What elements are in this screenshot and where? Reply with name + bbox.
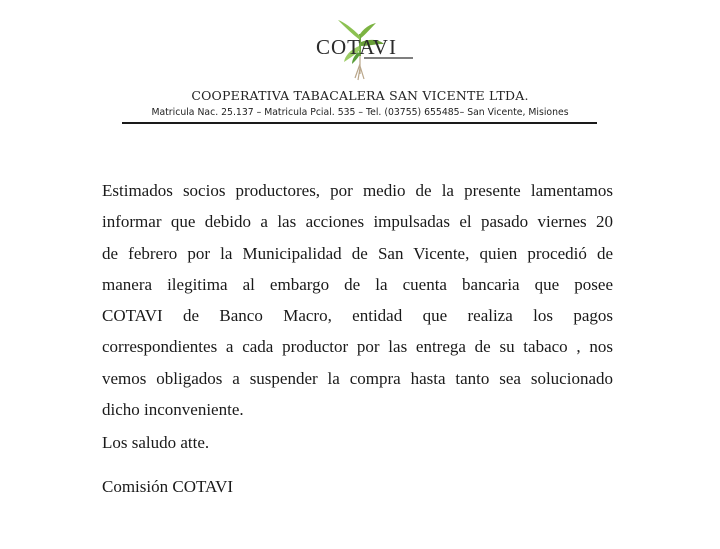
header-divider — [122, 122, 597, 124]
organization-info: Matricula Nac. 25.137 – Matricula Pcial. 535 – Tel. (03755) 655485– San Vicente, Misiones — [151, 107, 569, 118]
body-line: manera ilegitima al embargo de la cuenta bancaria que posee — [102, 274, 613, 294]
body-line: de febrero por la Municipalidad de San Vicente, quien procedió de — [102, 243, 613, 263]
body-line: vemos obligados a suspender la compra hasta tanto sea solucionado — [102, 368, 613, 388]
organization-name: COOPERATIVA TABACALERA SAN VICENTE LTDA. — [191, 88, 529, 103]
logo-text: COTAVI — [316, 35, 397, 59]
body-line: Estimados socios productores, por medio de la presente lamentamos — [102, 181, 613, 200]
body-line: correspondientes a cada productor por las entrega de su tabaco , nos — [102, 337, 613, 357]
body-line: dicho inconveniente. — [102, 400, 244, 420]
body-line: informar que debido a las acciones impulsadas el pasado viernes 20 — [102, 212, 613, 232]
signature: Comisión COTAVI — [102, 477, 234, 496]
closing-salutation: Los saludo atte. — [102, 433, 210, 452]
letter-body — [102, 175, 613, 425]
cotavi-logo — [300, 16, 420, 82]
body-line: COTAVI de Banco Macro, entidad que realiza los pagos — [102, 306, 613, 326]
